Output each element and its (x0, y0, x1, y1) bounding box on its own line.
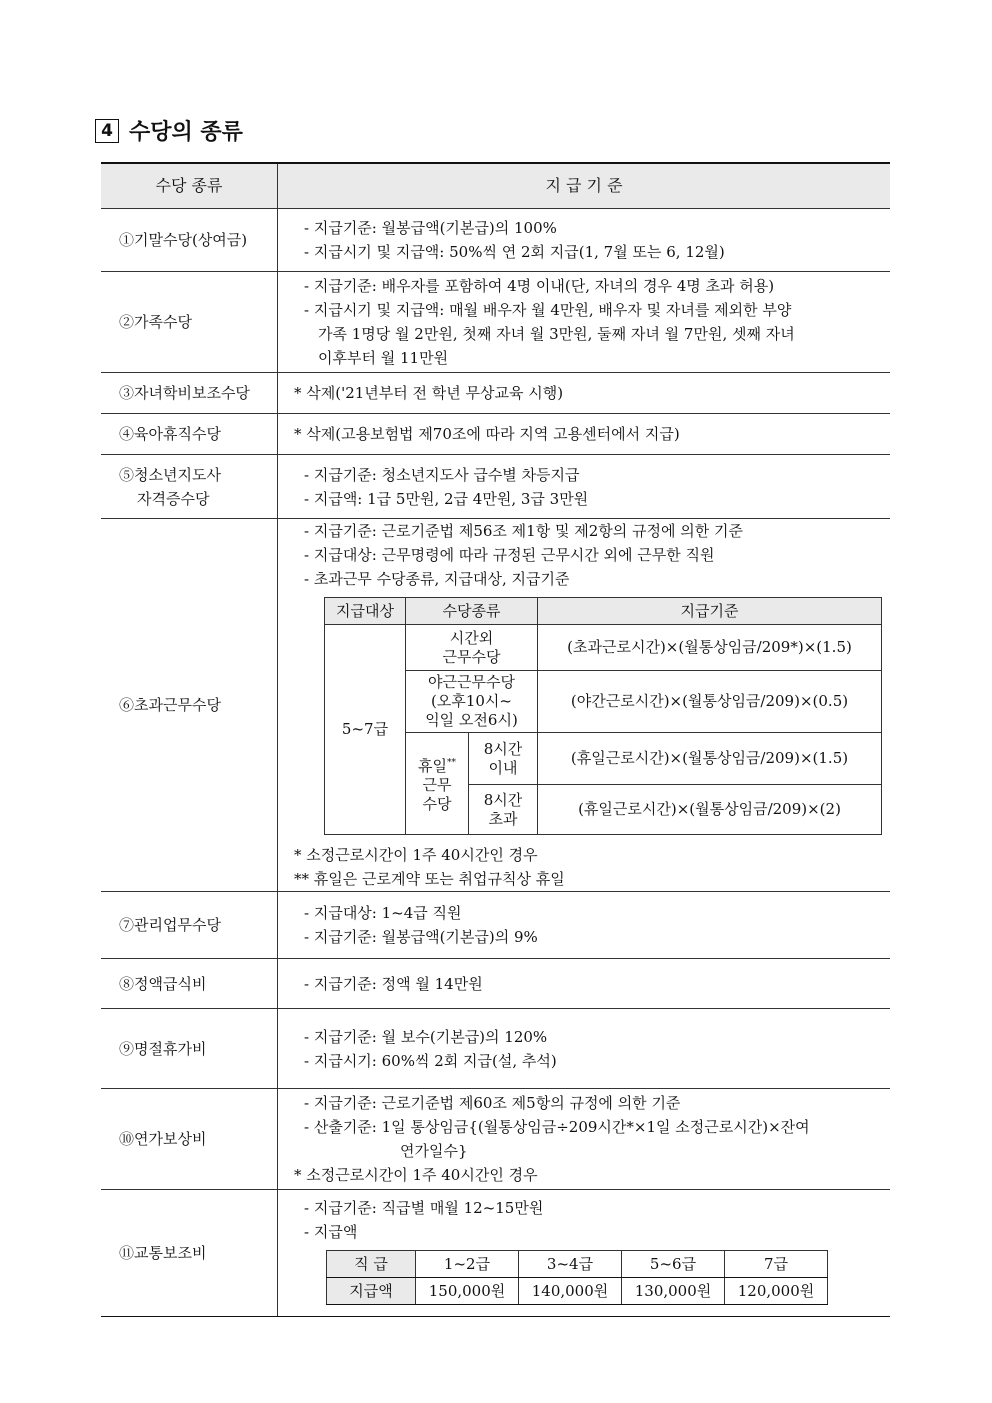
type-line: 근무 (422, 775, 452, 794)
overtime-type-night (406, 671, 538, 733)
row-category: ⑨명절휴가비 (101, 1009, 278, 1089)
table-row (101, 1089, 890, 1190)
fare-table (326, 1250, 828, 1305)
criteria-line: 이후부터 월 11만원 (318, 349, 449, 367)
table-header-row (101, 163, 890, 209)
fare-amount: 140,000원 (519, 1277, 622, 1304)
overtime-header: 지급대상 (325, 598, 406, 625)
header-category: 수당 종류 (101, 163, 278, 209)
criteria-note: * 소정근로시간이 1주 40시간인 경우 (294, 846, 538, 864)
holiday-label: 휴일 (418, 756, 447, 775)
category-line: ⑤청소년지도사 (119, 465, 221, 484)
criteria-line: - 지급기준: 월봉급액(기본급)의 100% (304, 219, 557, 237)
criteria-line: - 지급액 (304, 1222, 358, 1241)
criteria-line: 연가일수} (400, 1142, 468, 1160)
criteria-line: * 삭제(고용보험법 제70조에 따라 지역 고용센터에서 지급) (294, 425, 680, 443)
type-line: 이내 (488, 758, 518, 777)
table-row (101, 959, 890, 1009)
row-category: ⑦관리업무수당 (101, 892, 278, 959)
overtime-table (324, 597, 882, 835)
criteria-line: - 산출기준: 1일 통상임금{(월통상임금÷209시간*×1일 소정근로시간)×잔여 (304, 1118, 810, 1136)
criteria-line: - 지급시기 및 지급액: 50%씩 연 2회 지급(1, 7월 또는 6, 12월) (304, 243, 725, 261)
criteria-line: - 지급기준: 근로기준법 제60조 제5항의 규정에 의한 기준 (304, 1094, 681, 1112)
criteria-line: - 지급기준: 월 보수(기본급)의 120% (304, 1027, 548, 1046)
fare-amount: 150,000원 (416, 1277, 519, 1304)
row-criteria (278, 1089, 891, 1190)
type-line: (오후10시~ (431, 692, 512, 710)
type-line: 익일 오전6시) (425, 711, 518, 729)
row-criteria (278, 455, 891, 519)
fare-grade: 3~4급 (519, 1250, 622, 1277)
overtime-holiday-over (469, 785, 538, 835)
criteria-line: - 지급액: 1급 5만원, 2급 4만원, 3급 3만원 (304, 489, 589, 508)
type-line: 초과 (488, 809, 518, 828)
row-criteria (278, 1009, 891, 1089)
row-criteria (278, 1190, 891, 1317)
type-line: 근무수당 (442, 647, 501, 666)
criteria-line: - 지급기준: 직급별 매월 12~15만원 (304, 1198, 544, 1217)
fare-row-label: 지급액 (327, 1277, 416, 1304)
row-category: ②가족수당 (101, 272, 278, 373)
table-row (101, 209, 890, 272)
fare-row-label: 직 급 (327, 1250, 416, 1277)
table-row (101, 1009, 890, 1089)
row-criteria (278, 959, 891, 1009)
criteria-line: - 지급대상: 근무명령에 따라 규정된 근무시간 외에 근무한 직원 (304, 546, 715, 564)
row-category: ⑪교통보조비 (101, 1190, 278, 1317)
table-row (101, 519, 890, 892)
row-category: ⑩연가보상비 (101, 1089, 278, 1190)
criteria-line: 가족 1명당 월 2만원, 첫째 자녀 월 3만원, 둘째 자녀 월 7만원, 셋째 자녀 (318, 325, 795, 343)
type-line (406, 754, 468, 776)
criteria-line: - 지급시기 및 지급액: 매월 배우자 월 4만원, 배우자 및 자녀를 제외한 부양 (304, 301, 792, 319)
fare-grade: 1~2급 (416, 1250, 519, 1277)
fare-grade: 5~6급 (622, 1250, 725, 1277)
criteria-line: - 지급기준: 월봉급액(기본급)의 9% (304, 928, 538, 946)
section-title (95, 115, 243, 146)
type-line: 수당 (422, 794, 452, 813)
section-number-box: 4 (95, 119, 119, 143)
allowance-table (101, 162, 890, 1317)
criteria-line: * 소정근로시간이 1주 40시간인 경우 (294, 1166, 538, 1184)
table-row (101, 414, 890, 455)
overtime-holiday-within (469, 733, 538, 785)
row-category: ③자녀학비보조수당 (101, 373, 278, 414)
row-category: ⑧정액급식비 (101, 959, 278, 1009)
type-line: 시간외 (449, 628, 494, 647)
holiday-mark: ** (446, 757, 456, 768)
row-criteria (278, 892, 891, 959)
overtime-formula: (휴일근로시간)×(월통상임금/209)×(1.5) (538, 733, 882, 785)
table-row (101, 1190, 890, 1317)
table-row (101, 892, 890, 959)
row-criteria (278, 272, 891, 373)
section-title-text: 수당의 종류 (129, 120, 243, 145)
row-category: ⑥초과근무수당 (101, 519, 278, 892)
overtime-type-holiday (406, 733, 469, 835)
overtime-formula: (야간근로시간)×(월통상임금/209)×(0.5) (538, 671, 882, 733)
criteria-line: - 지급기준: 배우자를 포함하여 4명 이내(단, 자녀의 경우 4명 초과 허용) (304, 277, 775, 295)
table-row (101, 373, 890, 414)
row-criteria (278, 519, 891, 892)
fare-amount: 130,000원 (622, 1277, 725, 1304)
criteria-line: - 지급대상: 1~4급 직원 (304, 904, 462, 922)
overtime-header: 수당종류 (406, 598, 538, 625)
row-criteria (278, 373, 891, 414)
criteria-line: - 지급기준: 정액 월 14만원 (304, 974, 483, 993)
fare-amount: 120,000원 (725, 1277, 828, 1304)
table-row (101, 272, 890, 373)
overtime-type-extra (406, 625, 538, 671)
overtime-formula: (휴일근로시간)×(월통상임금/209)×(2) (538, 785, 882, 835)
row-criteria (278, 209, 891, 272)
criteria-line: - 지급기준: 근로기준법 제56조 제1항 및 제2항의 규정에 의한 기준 (304, 522, 743, 540)
criteria-line: - 지급시기: 60%씩 2회 지급(설, 추석) (304, 1051, 557, 1070)
type-line: 8시간 (483, 790, 523, 809)
row-category: ④육아휴직수당 (101, 414, 278, 455)
fare-grade: 7급 (725, 1250, 828, 1277)
row-criteria (278, 414, 891, 455)
criteria-line: * 삭제('21년부터 전 학년 무상교육 시행) (294, 384, 564, 402)
type-line: 야근근무수당 (428, 673, 515, 691)
overtime-header: 지급기준 (538, 598, 882, 625)
criteria-line: - 지급기준: 청소년지도사 급수별 차등지급 (304, 465, 580, 484)
row-category (101, 455, 278, 519)
overtime-target: 5~7급 (325, 625, 406, 835)
category-line: 자격증수당 (137, 489, 210, 508)
overtime-formula: (초과근로시간)×(월통상임금/209*)×(1.5) (538, 625, 882, 671)
criteria-line: - 초과근무 수당종류, 지급대상, 지급기준 (304, 570, 570, 588)
row-category: ①기말수당(상여금) (101, 209, 278, 272)
header-criteria: 지 급 기 준 (278, 163, 891, 209)
criteria-note: ** 휴일은 근로계약 또는 취업규칙상 휴일 (294, 870, 565, 888)
type-line: 8시간 (483, 739, 523, 758)
table-row (101, 455, 890, 519)
